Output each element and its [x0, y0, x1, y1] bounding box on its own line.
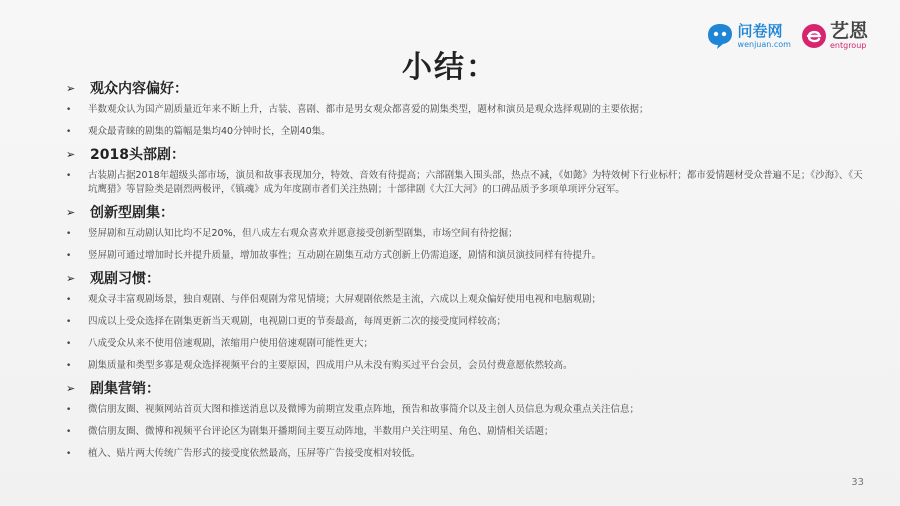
wenjuan-logo-text: 问卷网: [737, 21, 783, 40]
arrow-bullet-icon: ➢: [66, 381, 76, 395]
bullet-dot-icon: •: [66, 105, 72, 115]
arrow-bullet-icon: ➢: [66, 81, 76, 95]
bullet-text: 植入、贴片两大传统广告形式的接受度依然最高，压屏等广告接受度相对较低。: [88, 448, 421, 459]
yien-logo-subtext: entgroup: [829, 41, 867, 50]
bullet-dot-icon: •: [66, 339, 72, 349]
section-audience-preference: [66, 77, 866, 143]
wenjuan-logo: [706, 22, 791, 50]
section-title: 观众内容偏好：: [90, 81, 188, 97]
section-title: 创新型剧集：: [90, 205, 174, 221]
wenjuan-logo-icon: [706, 22, 734, 50]
list-item: [66, 223, 866, 245]
bullet-text: 观众寻丰富观剧场景，独自观剧、与伴侣观剧为常见情境；大屏观剧依然是主流，六成以上观众偏好使用电视和电脑观剧；: [88, 294, 602, 305]
yien-logo: [801, 22, 868, 50]
logo-group: [706, 22, 868, 50]
section-title: 观剧习惯：: [90, 271, 160, 287]
page-number: 33: [851, 477, 864, 488]
section-innovative-dramas: [66, 201, 866, 267]
bullet-text: 竖屏剧和互动剧认知比均不足20%，但八成左右观众喜欢并愿意接受创新型剧集，市场空间有待挖掘；: [88, 228, 518, 239]
bullet-text: 微信朋友圈、微博和视频平台评论区为剧集开播期间主要互动阵地，半数用户关注明星、角色、剧情相关话题；: [88, 426, 554, 437]
bullet-dot-icon: •: [66, 127, 72, 137]
section-title: 2018头部剧：: [90, 147, 185, 163]
bullet-dot-icon: •: [66, 361, 72, 371]
section-top-dramas-2018: [66, 143, 866, 201]
list-item: [66, 311, 866, 333]
bullet-text: 半数观众认为国产剧质量近年来不断上升，古装、喜剧、都市是男女观众都喜爱的剧集类型，题材和演员是观众选择观剧的主要依据；: [88, 104, 649, 115]
bullet-dot-icon: •: [66, 427, 72, 437]
list-item: [66, 399, 866, 421]
list-item: [66, 355, 866, 377]
bullet-dot-icon: •: [66, 405, 72, 415]
bullet-text: 四成以上受众选择在剧集更新当天观剧，电视剧口更的节奏最高，每周更新二次的接受度同样较高；: [88, 316, 507, 327]
list-item: [66, 121, 866, 143]
list-item: [66, 333, 866, 355]
list-item: [66, 165, 866, 201]
list-item: [66, 421, 866, 443]
page-title: 小结：: [402, 50, 498, 85]
yien-logo-icon: [801, 23, 827, 49]
arrow-bullet-icon: ➢: [66, 271, 76, 285]
yien-logo-text: 艺恩: [829, 20, 868, 42]
section-drama-marketing: [66, 377, 866, 465]
wenjuan-logo-subtext: wenjuan.com: [737, 39, 791, 49]
bullet-text: 八成受众从来不使用倍速观剧，浓缩用户使用倍速观剧可能性更大；: [88, 338, 374, 349]
bullet-text: 竖屏剧可通过增加时长并提升质量，增加故事性；互动剧在剧集互动方式创新上仍需追逐，剧情和演员演技同样有待提升。: [88, 250, 602, 261]
bullet-text: 古装剧占据2018年超级头部市场，演员和故事表现加分，特效、音效有待提高；六部剧集入围头部，热点不减，《如懿》为特效树下行业标杆；都市爱情题材受众普遍不足；《沙海》、《天坑鹰猎》等冒险类是剧烈两极评，《镇魂》成为年度剧市者们关注热剧；十部律剧《大江大河》的口碑品质予多项单项评分冠军。: [88, 170, 863, 195]
bullet-dot-icon: •: [66, 295, 72, 305]
bullet-dot-icon: •: [66, 229, 72, 239]
bullet-dot-icon: •: [66, 251, 72, 261]
arrow-bullet-icon: ➢: [66, 147, 76, 161]
bullet-text: 观众最青睐的剧集的篇幅是集均40分钟时长，全剧40集。: [88, 126, 331, 137]
arrow-bullet-icon: ➢: [66, 205, 76, 219]
bullet-text: 微信朋友圈、视频网站首页大图和推送消息以及微博为前期宣发重点阵地，预告和故事简介以及主创人员信息为观众重点关注信息；: [88, 404, 640, 415]
summary-content: [66, 77, 866, 465]
list-item: [66, 289, 866, 311]
list-item: [66, 99, 866, 121]
section-title: 剧集营销：: [90, 381, 160, 397]
bullet-dot-icon: •: [66, 317, 72, 327]
list-item: [66, 245, 866, 267]
bullet-dot-icon: •: [66, 171, 72, 181]
list-item: [66, 443, 866, 465]
bullet-text: 剧集质量和类型多寡是观众选择视频平台的主要原因，四成用户从未没有购买过平台会员，会员付费意愿依然较高。: [88, 360, 573, 371]
bullet-dot-icon: •: [66, 449, 72, 459]
section-viewing-habits: [66, 267, 866, 377]
